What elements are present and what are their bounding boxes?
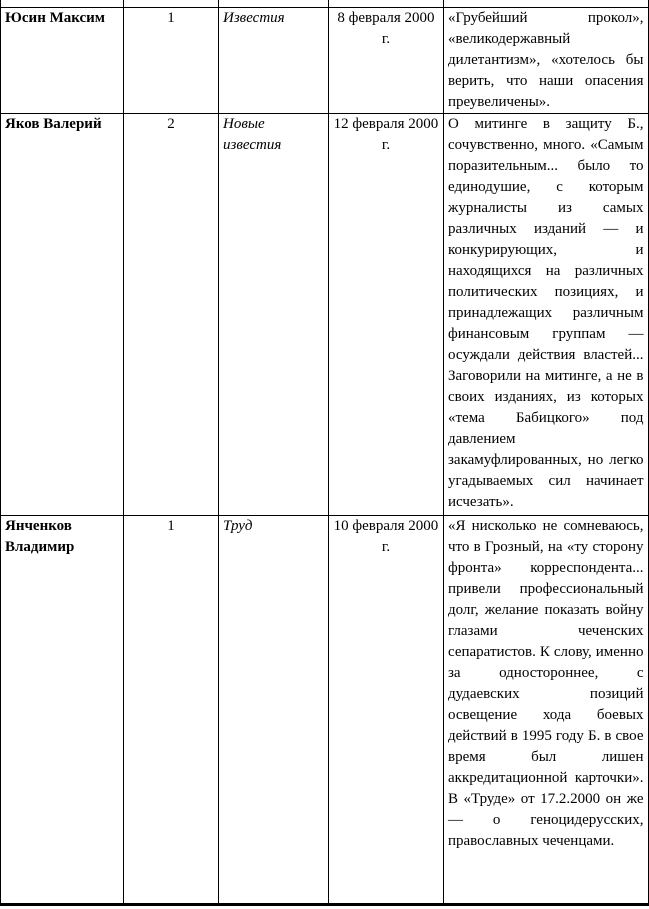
table-row	[1, 8, 649, 114]
quote-cell: «Я нисколько не сомневаюсь, что в Грозный, на «ту сторону фронта» корреспондента... привели профессиональный долг, желание показать войну глазами чеченских сепаратистов. К слову, именно за одностороннее, с дудаевских позиций освещение хода боевых действий в 1995 году Б. в свое время был лишен аккредитационной карточки». В «Труде» от 17.2.2000 он же — о геноцидерусских, православных чеченцами.	[444, 516, 649, 905]
author-cell: Янченков Владимир	[1, 516, 124, 905]
author-cell: Яков Валерий	[1, 114, 124, 516]
table-row	[1, 516, 649, 905]
date-cell: 12 февраля 2000 г.	[329, 114, 444, 516]
publication-cell: Новые известия	[219, 114, 329, 516]
count-cell: 1	[124, 516, 219, 905]
table-row-cutoff	[1, 0, 649, 8]
publication-cell: Труд	[219, 516, 329, 905]
count-cell: 1	[124, 8, 219, 114]
cutoff-cell	[1, 0, 124, 8]
cutoff-cell	[124, 0, 219, 8]
cutoff-cell	[219, 0, 329, 8]
cutoff-cell	[444, 0, 649, 8]
date-cell: 8 февраля 2000 г.	[329, 8, 444, 114]
author-cell: Юсин Максим	[1, 8, 124, 114]
table-row	[1, 114, 649, 516]
date-cell: 10 февраля 2000 г.	[329, 516, 444, 905]
quote-cell: «Грубейший прокол», «великодержавный дилетантизм», «хотелось бы верить, что наши опасения преувеличены».	[444, 8, 649, 114]
quote-cell: О митинге в защиту Б., сочувственно, много. «Самым поразительным... было то единодушие, с которым журналисты из самых различных изданий — и конкурирующих, и находящихся на различных политических позициях, и принадлежащих различным финансовым группам — осуждали действия властей... Заговорили на митинге, а не в своих изданиях, из которых «тема Бабицкого» под давлением закамуфлированных, но легко угадываемых сил начинает исчезать».	[444, 114, 649, 516]
publication-cell: Известия	[219, 8, 329, 114]
count-cell: 2	[124, 114, 219, 516]
cutoff-cell	[329, 0, 444, 8]
